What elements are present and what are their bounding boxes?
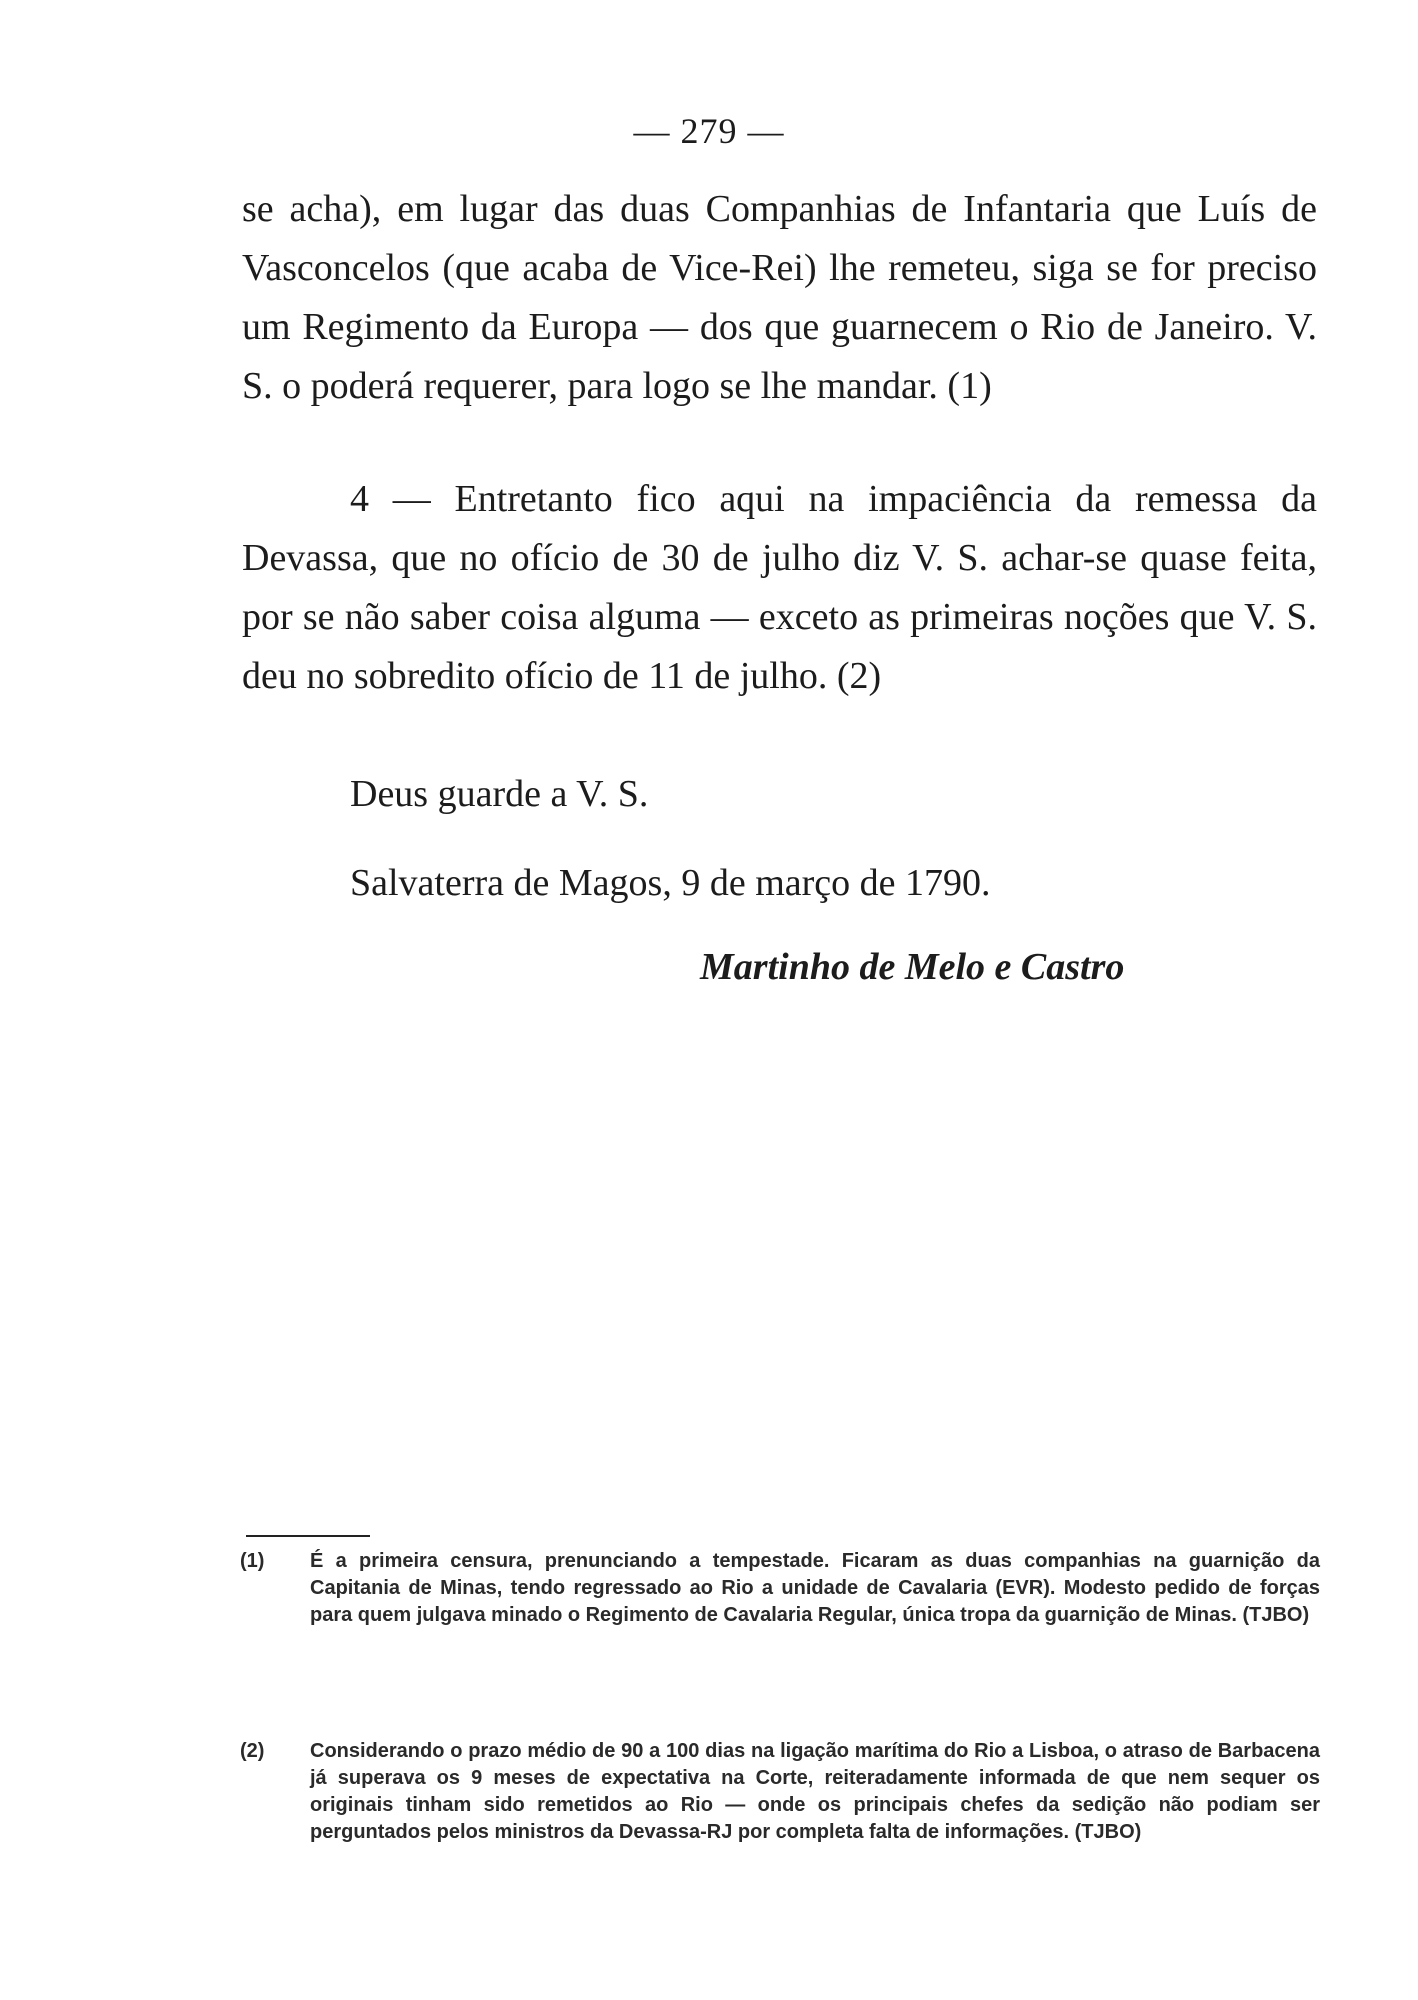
footnote-text: Considerando o prazo médio de 90 a 100 dias na ligação marítima do Rio a Lisboa, o atraso de Barbacena já superava os 9 meses de expectativa na Corte, reiteradamente informada de que nem sequer os originais tinham sido remetidos ao Rio — onde os principais chefes da sedição não podiam ser perguntados pelos ministros da Devassa-RJ por completa falta de informações. (TJBO) — [310, 1740, 1320, 1843]
page-number: — 279 — — [633, 111, 785, 151]
body-paragraph-2: 4 — Entretanto fico aqui na impaciência da remessa da Devassa, que no ofício de 30 de julho diz V. S. achar-se quase feita, por se não saber coisa alguma — exceto as primeiras noções que V. S. deu no sobredito ofício de 11 de julho. (2) — [242, 478, 1317, 697]
place-and-date: Salvaterra de Magos, 9 de março de 1790. — [350, 862, 991, 904]
footnote-marker: (2) — [240, 1740, 265, 1762]
footnote-1 — [240, 1548, 1320, 1629]
greeting: Deus guarde a V. S. — [350, 773, 649, 815]
signature: Martinho de Melo e Castro — [700, 946, 1125, 988]
body-paragraph-1: se acha), em lugar das duas Companhias de Infantaria que Luís de Vasconcelos (que acaba de Vice-Rei) lhe remeteu, siga se for preciso um Regimento da Europa — dos que guarnecem o Rio de Janeiro. V. S. o poderá requerer, para logo se lhe mandar. (1) — [242, 188, 1317, 407]
footnote-marker: (1) — [240, 1550, 265, 1572]
footnote-2 — [240, 1738, 1320, 1846]
footnote-text: É a primeira censura, prenunciando a tempestade. Ficaram as duas companhias na guarnição da Capitania de Minas, tendo regressado ao Rio a unidade de Cavalaria (EVR). Modesto pedido de forças para quem julgava minado o Regimento de Cavalaria Regular, única tropa da guarnição de Minas. (TJBO) — [310, 1550, 1320, 1626]
footnote-separator — [246, 1535, 370, 1537]
